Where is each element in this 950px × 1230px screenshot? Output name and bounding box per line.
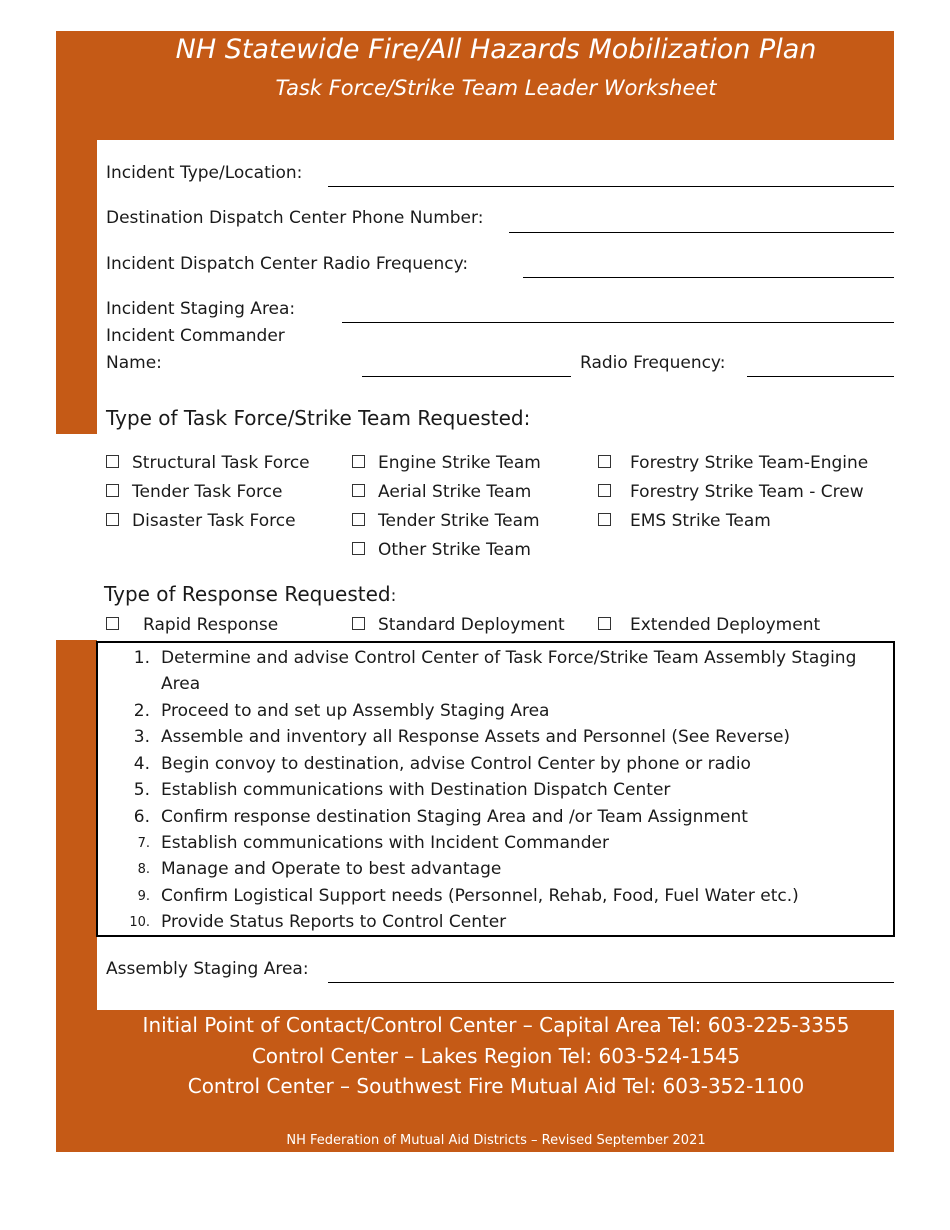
checkbox-icon (352, 484, 365, 497)
ic-name-field[interactable] (362, 376, 571, 377)
contact-lakes-region: Control Center – Lakes Region Tel: 603-524-1545 (251, 1044, 741, 1068)
checkbox-icon (598, 513, 611, 526)
checkbox-extended-deployment[interactable]: Extended Deployment (598, 615, 820, 635)
checkbox-icon (352, 617, 365, 630)
checkbox-tender-task-force[interactable]: Tender Task Force (106, 482, 282, 502)
contact-capital-area: Initial Point of Contact/Control Center – Capital Area Tel: 603-225-3355 (142, 1013, 850, 1037)
checkbox-rapid-response[interactable]: Rapid Response (106, 615, 278, 635)
checkbox-aerial-strike-team[interactable]: Aerial Strike Team (352, 482, 531, 502)
checkbox-icon (598, 617, 611, 630)
checkbox-icon (106, 455, 119, 468)
checkbox-structural-task-force[interactable]: Structural Task Force (106, 453, 310, 473)
task-force-heading: Type of Task Force/Strike Team Requested: (106, 406, 531, 430)
ic-name-label-line1: Incident Commander (106, 326, 285, 346)
page-title: NH Statewide Fire/All Hazards Mobilization Plan (175, 34, 817, 65)
radio-freq-field[interactable] (747, 376, 894, 377)
checkbox-tender-strike-team[interactable]: Tender Strike Team (352, 511, 540, 531)
checkbox-other-strike-team[interactable]: Other Strike Team (352, 540, 531, 560)
procedure-steps-box: 1. Determine and advise Control Center of Task Force/Strike Team Assembly Staging Area 2. Proceed to and set up Assembly Staging Area 3. Assemble and inventory all Response Assets and Personnel (See Reverse) 4. Begin convoy to destination, advise Control Center by phone or radio 5. Establish communications with Destination Dispatch Center 6. Confirm response destination Staging Area and /or Team Assignment 7. Establish communications with Incident Commander 8. Manage and Operate to best advantage 9. Confirm Logistical Support needs (Personnel, Rehab, Food, Fuel Water etc.) 10. Provide Status Reports to Control Center (96, 641, 895, 937)
incident-radio-freq-field[interactable] (523, 277, 894, 278)
ic-name-label-line2: Name: (106, 353, 162, 373)
checkbox-disaster-task-force[interactable]: Disaster Task Force (106, 511, 296, 531)
dest-dispatch-phone-field[interactable] (509, 232, 894, 233)
checkbox-standard-deployment[interactable]: Standard Deployment (352, 615, 565, 635)
checkbox-icon (598, 455, 611, 468)
incident-radio-freq-label: Incident Dispatch Center Radio Frequency: (106, 254, 469, 274)
checkbox-icon (106, 484, 119, 497)
dest-dispatch-phone-label: Destination Dispatch Center Phone Number: (106, 208, 484, 228)
checkbox-icon (106, 617, 119, 630)
checkbox-forestry-engine[interactable]: Forestry Strike Team-Engine (598, 453, 868, 473)
checkbox-forestry-crew[interactable]: Forestry Strike Team - Crew (598, 482, 864, 502)
incident-type-field[interactable] (328, 186, 894, 187)
checkbox-icon (352, 513, 365, 526)
footer-text: NH Federation of Mutual Aid Districts – Revised September 2021 (286, 1133, 706, 1148)
checkbox-engine-strike-team[interactable]: Engine Strike Team (352, 453, 541, 473)
assembly-staging-label: Assembly Staging Area: (106, 959, 309, 979)
checkbox-icon (598, 484, 611, 497)
incident-type-label: Incident Type/Location: (106, 163, 303, 183)
incident-staging-label: Incident Staging Area: (106, 299, 296, 319)
page-subtitle: Task Force/Strike Team Leader Worksheet (275, 76, 717, 100)
checkbox-icon (352, 455, 365, 468)
checkbox-icon (352, 542, 365, 555)
response-heading: Type of Response Requested: (104, 582, 397, 606)
contact-southwest: Control Center – Southwest Fire Mutual Aid Tel: 603-352-1100 (187, 1074, 805, 1098)
incident-staging-field[interactable] (342, 322, 894, 323)
assembly-staging-field[interactable] (328, 982, 894, 983)
radio-freq-label: Radio Frequency: (580, 353, 726, 373)
checkbox-ems-strike-team[interactable]: EMS Strike Team (598, 511, 771, 531)
checkbox-icon (106, 513, 119, 526)
